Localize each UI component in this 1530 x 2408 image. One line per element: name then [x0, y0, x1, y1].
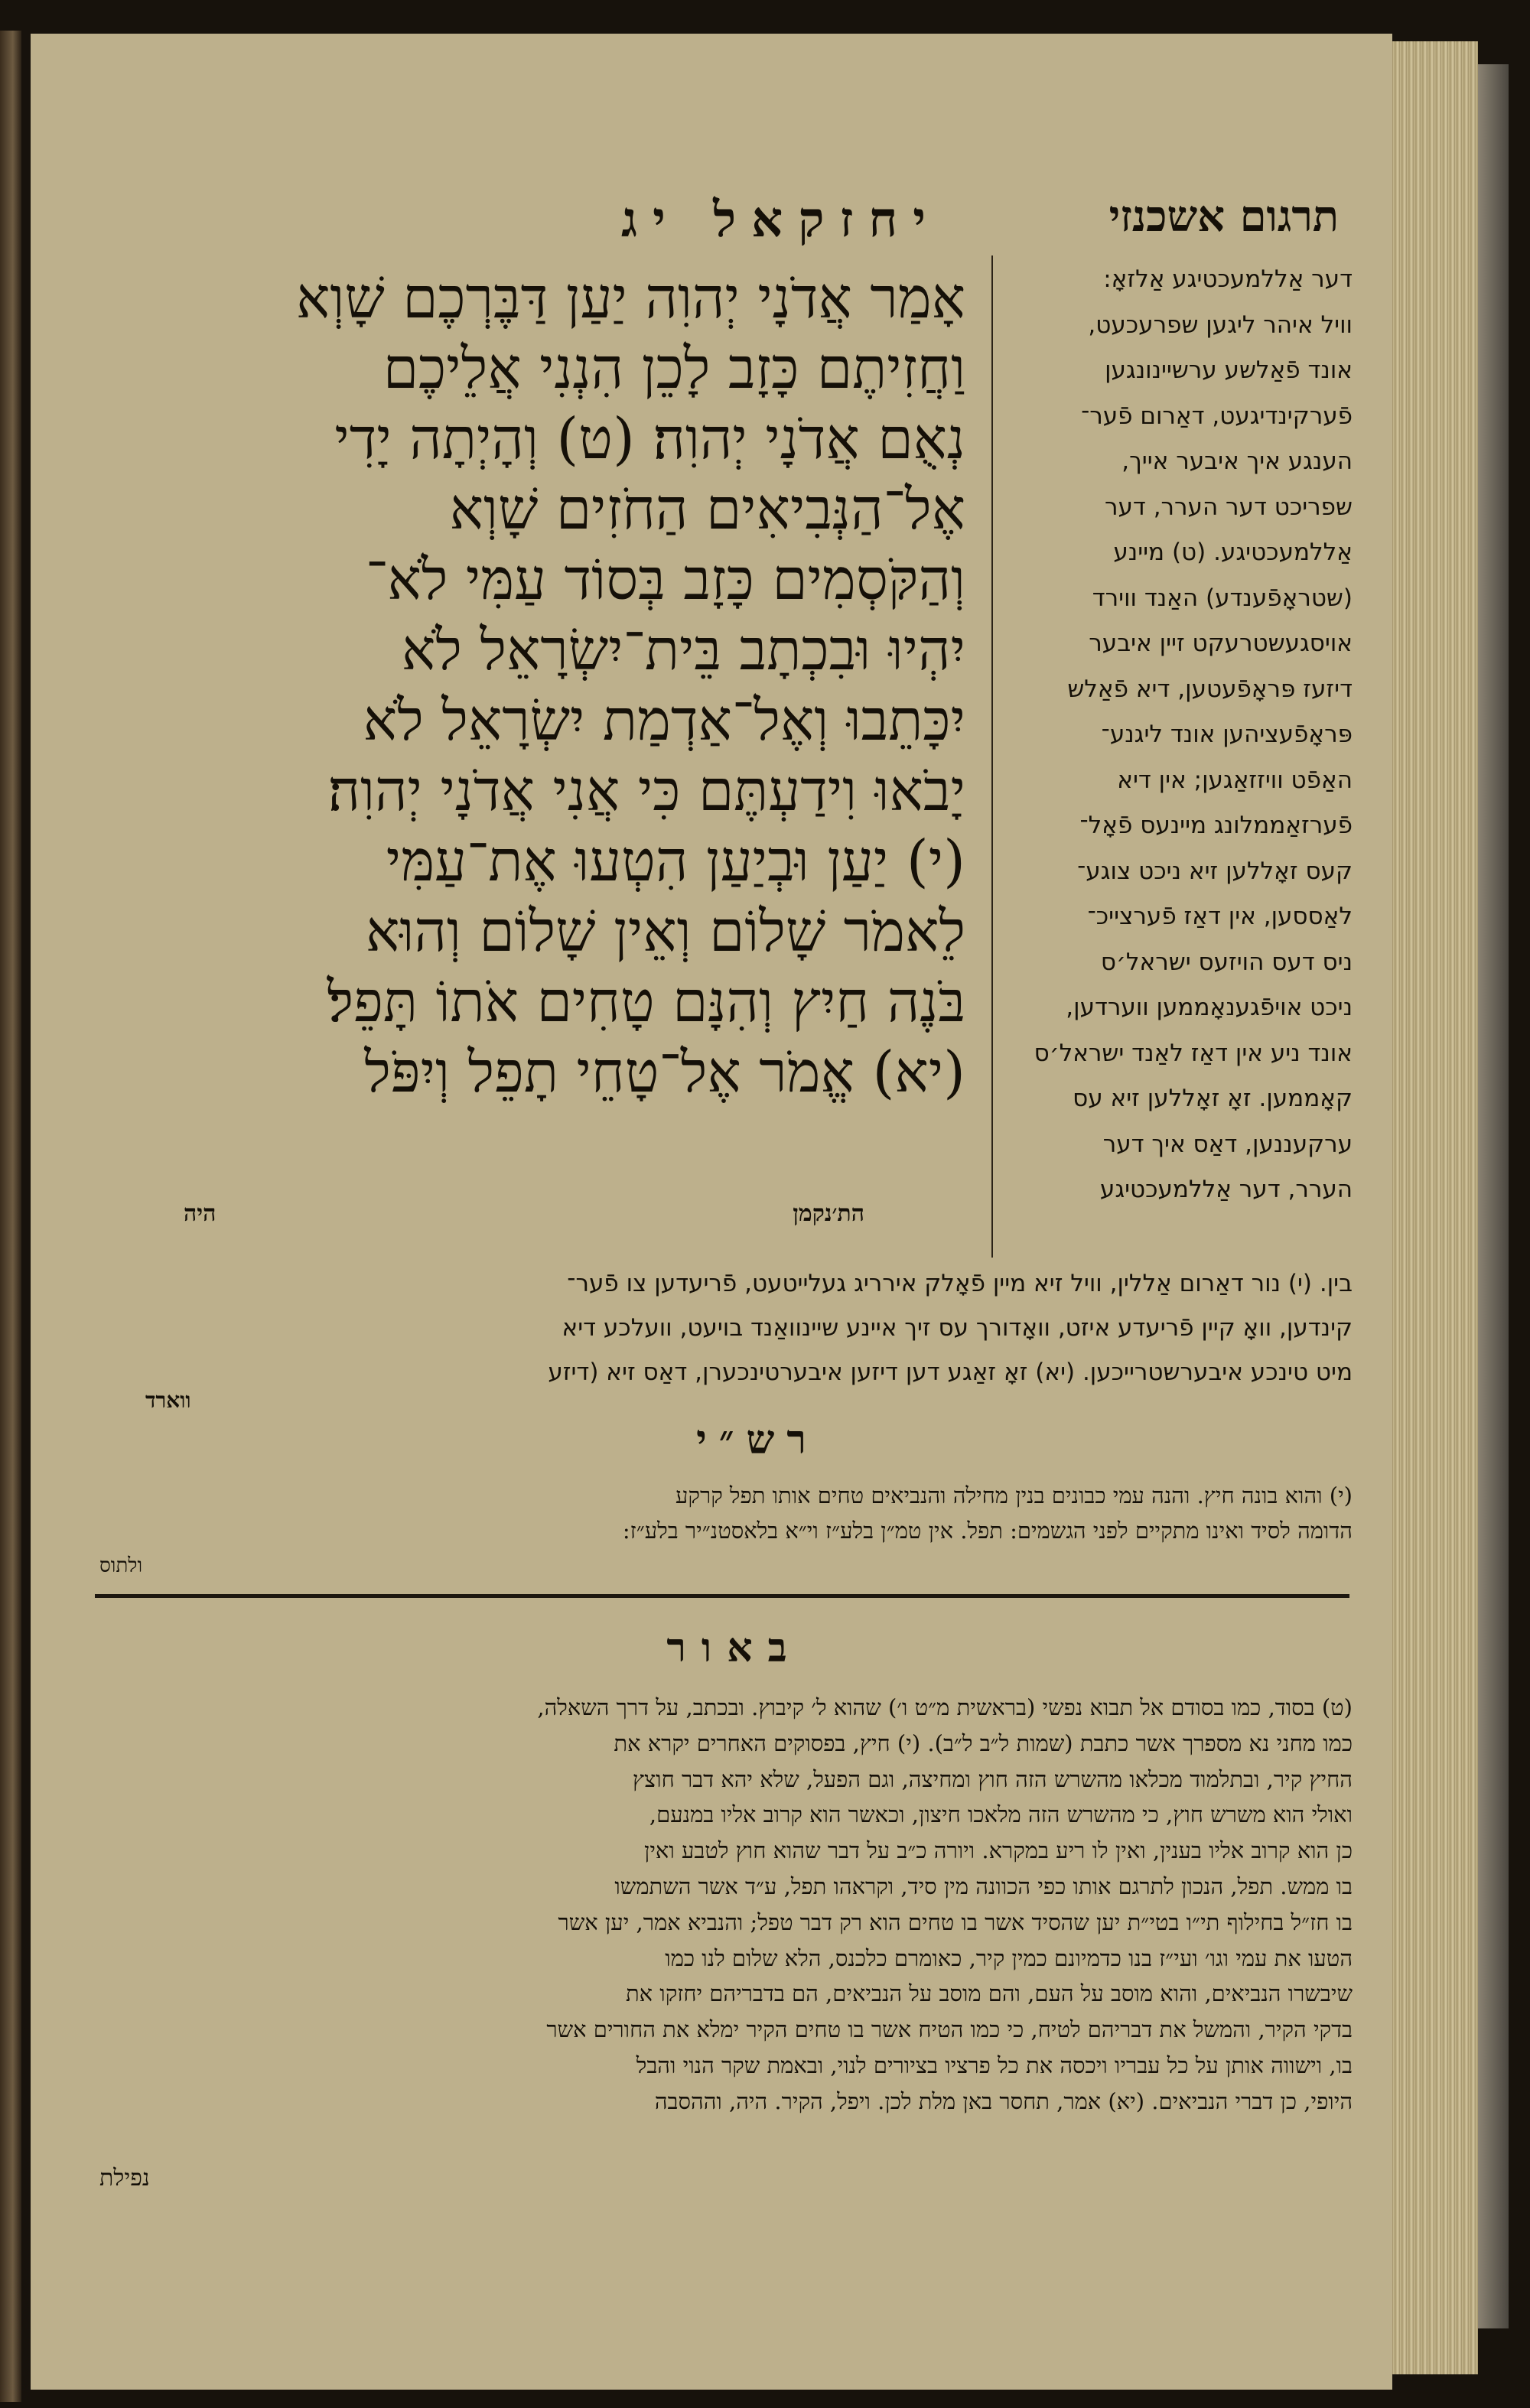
verse-line: וְהַקֹּסְמִים כָּזָב בְּסוֹד עַמִּי לֹא־: [366, 547, 965, 613]
hebrew-verse-text: [112, 263, 965, 1108]
targum-line: אַללמעכטיגע. (ט) מיינע: [1113, 539, 1353, 566]
targum-line: דיזעז פּראָפֿעטען, דיא פֿאַלש: [1067, 675, 1353, 703]
biur-line: בו, וישווה אותן על כל עבריו ויכסה את כל פרציו בציורים לנוי, ובאמת שקר הנוי והבל: [636, 2052, 1353, 2078]
targum-line: הערר, דער אַללמעכטיגע: [1099, 1176, 1353, 1203]
targum-line: הענגע איך איבער אייך,: [1121, 447, 1353, 475]
targum-line: ערקעננען, דאַס איך דער: [1102, 1130, 1353, 1158]
targum-line: פֿערזאַממלונג מיינעס פֿאָל־: [1079, 812, 1353, 839]
verse-catchword-right: הת׳נקמן: [793, 1200, 864, 1227]
targum-full-line: קינדען, וואָ קיין פֿריעדע איזט, וואָדורך עס זיך איינע שיינוואַנד בויעט, וועלכע דיא: [562, 1314, 1353, 1342]
targum-column: [1001, 257, 1353, 1213]
targum-line: אונד פֿאַלשע ערשיינונגען: [1105, 356, 1353, 384]
rashi-line: הדומה לסיד ואינו מתקיים לפני הגשמים: תפל. אין טמ״ן בלע״ז וי״א בלאסטנ״יר בלע״ז:: [622, 1518, 1353, 1544]
biur-line: היופי, כן דברי הנביאים. (יא) אמר, תחסר באן מלת לכן. ויפל, הקיר. היה, וההסבה: [654, 2087, 1353, 2114]
biur-line: (ט) בסוד, כמו בסודם אל תבוא נפשי (בראשית מ״ט ו׳) שהוא ל׳ קיבוץ. ובכתב, על דרך השאלה,: [537, 1694, 1353, 1720]
biur-line: בדקי הקיר, והמשל את דבריהם לטיח, כי כמו הטיח אשר בו טחים הקיר ימלא את החורים אשר: [546, 2016, 1353, 2043]
book-cover-edge: [1478, 64, 1509, 2328]
targum-line: דער אַללמעכטיגע אַלזאָ:: [1103, 265, 1353, 293]
targum-full-line: בין. (י) נור דאַרום אַללין, וויל זיא מיין פֿאָלק אירריג געלייטעט, פֿריעדען צו פֿער־: [567, 1270, 1353, 1297]
biur-catchword: נפילת: [99, 2165, 150, 2192]
targum-line: ניס דעס הויזעס ישראל׳ס: [1100, 948, 1353, 976]
biur-commentary: [75, 1690, 1353, 2120]
targum-line: לאַססען, אין דאַז פֿערצייכ־: [1087, 903, 1353, 930]
biur-line: החיץ קיר, ובתלמוד מכלאו מהשרש הזה חוץ ומחיצה, וגם הפעל, שלא יהא דבר חוצץ: [632, 1765, 1353, 1792]
verse-line: (יא) אֱמֹר אֶל־טָחֵי תָפֵל וְיִפֹּל: [364, 1040, 965, 1105]
biur-heading: באור: [666, 1625, 802, 1671]
biur-line: כן הוא קרוב אליו בענין, ואין לו ריע במקרא. ויורה כ״ב על דבר שהוא חוץ לטבע ואין: [643, 1837, 1353, 1864]
verse-line: לֵאמֹר שָׁלוֹם וְאֵין שָׁלוֹם וְהוּא: [365, 899, 965, 965]
targum-line: האַפֿט וויזזאַגען; אין דיא: [1117, 766, 1353, 794]
targum-continuation: [98, 1261, 1353, 1394]
targum-line: קאָממען. זאָ זאָללען זיא עס: [1073, 1085, 1353, 1112]
targum-line: פֿערקינדיגעט, דאַרום פֿער־: [1081, 402, 1353, 430]
page-block-edge: [1386, 41, 1478, 2374]
biur-line: בו ממש. תפל, הנכון לתרגם אותו כפי הכוונה מין סיד, וקראהו תפל, ע״ד אשר השתמשו: [614, 1873, 1353, 1899]
rashi-catchword: ולתוס: [99, 1554, 143, 1577]
biur-line: כמו מחני נא מספרך אשר כתבת (שמות ל״ב ל״ב). (י) חיץ, בפסוקים האחרים יקרא את: [614, 1730, 1353, 1756]
targum-catchword: ווארד: [145, 1388, 191, 1413]
targum-line: קעס זאָללען זיא ניכט צוגע־: [1077, 857, 1353, 885]
targum-line: וויל איהר ליגען שפרעכעט,: [1088, 311, 1353, 339]
biur-line: הטעו את עמי וגו׳ ועי״ז בנו כדמיונם כמין קיר, כאומרם כלכנס, הלא שלום לנו כמו: [665, 1944, 1353, 1971]
verse-line: אֶל־הַנְּבִיאִים הַחֹזִים שָׁוְא: [449, 477, 965, 542]
targum-line: (שטראָפֿענדע) האַנד ווירד: [1092, 584, 1353, 612]
book-page: [31, 34, 1392, 2390]
rashi-line: (י) והוא בונה חיץ. והנה עמי כבונים בנין מחילה והנביאים טחים אותו תפל קרקע: [675, 1482, 1353, 1508]
verse-line: אָמַר אֲדֹנָי יְהוִה יַעַן דַּבֶּרְכֶם שָׁוְא: [296, 265, 965, 331]
targum-line: אויסגעשטרעקט זיין איבער: [1089, 630, 1353, 657]
verse-line: יָבֹאוּ וִידַעְתֶּם כִּי אֲנִי אֲדֹנָי יְהוִה׃: [327, 758, 965, 824]
biur-line: בו חז״ל בחילוף תי״ו בטי״ת יען שהסיד אשר בו טחים הוא רק דבר טפל; והנביא אמר, יען אשר: [558, 1909, 1353, 1935]
rashi-heading: רש״י: [696, 1417, 819, 1463]
verse-line: יִכָּתֵבוּ וְאֶל־אַדְמַת יִשְׂרָאֵל לֹא: [363, 688, 965, 753]
biur-line: ואולי הוא משרש חוץ, כי מהשרש הזה מלאכו חיצון, וכאשר הוא קרוב אליו במנעם,: [649, 1801, 1353, 1828]
verse-catchword-left: היה: [184, 1200, 216, 1227]
targum-line: שפריכט דער הערר, דער: [1105, 493, 1353, 521]
adjacent-page-edge: [0, 31, 21, 2402]
verse-line: בֹּנֶה חַיִץ וְהִנָּם טָחִים אֹתוֹ תָּפֵל׃: [327, 969, 965, 1035]
section-rule: [95, 1594, 1349, 1598]
biur-line: שיבשרו הנביאים, והוא מוסב על העם, והם מוסב על הנביאים, הם בדבריהם יחזקו את: [625, 1980, 1353, 2007]
targum-line: אונד ניע אין דאַז לאַנד ישראל׳ס: [1034, 1039, 1353, 1067]
column-divider: [991, 255, 993, 1258]
targum-line: ניכט אויפֿגענאָממען ווערדען,: [1066, 994, 1353, 1021]
targum-line: פּראָפֿעציהען אונד ליגנע־: [1101, 721, 1353, 748]
rashi-commentary: [83, 1478, 1353, 1548]
verse-line: וַחֲזִיתֶם כָּזָב לָכֵן הִנְנִי אֲלֵיכֶם: [382, 336, 965, 402]
book-chapter-header: יחזקאל יג: [621, 191, 941, 249]
targum-full-line: מיט טינכע איבערשטרייכען. (יא) זאָ זאַגע דען דיזען איבערטינכערן, דאַס זיא (דיזע: [548, 1359, 1353, 1386]
verse-line: נְאֻם אֲדֹנָי יְהוִה׃ (ט) וְהָיְתָה יָדִי: [334, 406, 965, 472]
verse-line: (י) יַעַן וּבְיַעַן הִטְעוּ אֶת־עַמִּי: [386, 828, 965, 894]
targum-header: תרגום אשכנזי: [1108, 191, 1339, 242]
verse-line: יִהְיוּ וּבִכְתָב בֵּית־יִשְׂרָאֵל לֹא: [401, 617, 965, 683]
